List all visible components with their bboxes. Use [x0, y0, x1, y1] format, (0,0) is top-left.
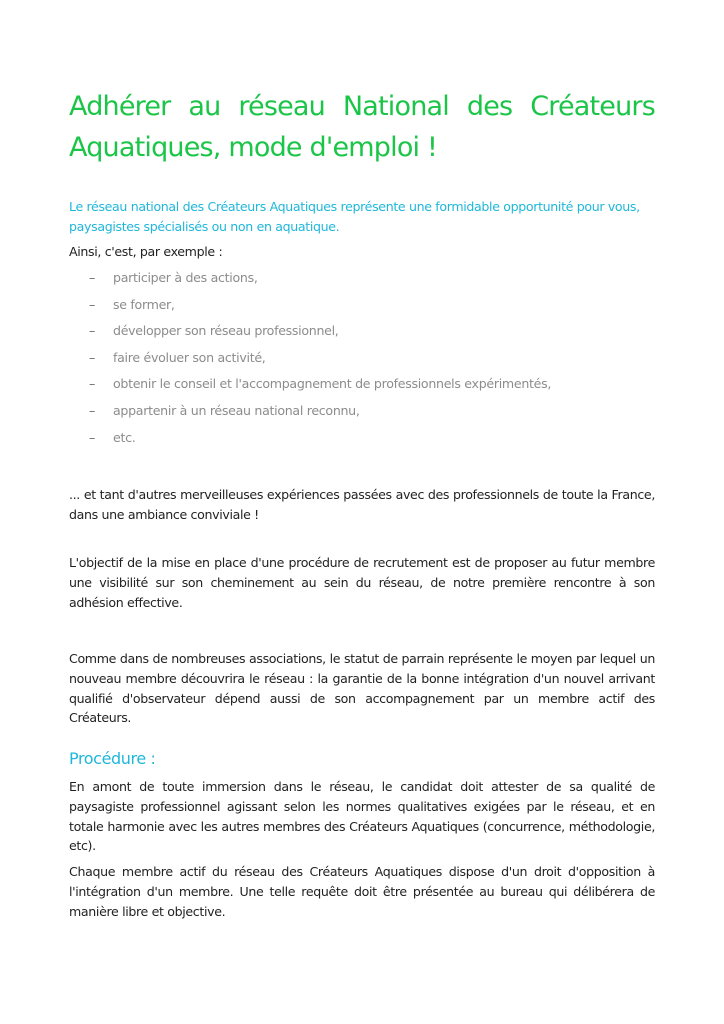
list-item-text: se former, — [113, 296, 175, 312]
list-item — [69, 348, 655, 375]
list-item — [69, 428, 655, 455]
list-item-text: faire évoluer son activité, — [113, 349, 266, 365]
list-item — [69, 295, 655, 322]
paragraph-sponsor: Comme dans de nombreuses associations, le statut de parrain représente le moyen par lequel un nouveau membre découvrira le réseau : la garantie de la bonne intégration d'un nouvel arrivant qualifié d'observateur dépend aussi de son accompagnement par un membre actif des Créateurs. — [69, 651, 655, 726]
procedure-heading: Procédure : — [69, 749, 156, 768]
list-dash: – — [89, 323, 95, 339]
list-item-text: appartenir à un réseau national reconnu, — [113, 402, 360, 418]
list-item — [69, 401, 655, 428]
list-item — [69, 374, 655, 401]
page-title: Adhérer au réseau National des Créateurs Aquatiques, mode d'emploi ! — [69, 91, 655, 163]
list-dash: – — [89, 429, 95, 445]
list-intro: Ainsi, c'est, par exemple : — [69, 244, 223, 259]
list-dash: – — [89, 402, 95, 418]
list-item — [69, 321, 655, 348]
paragraph-prerequisite: En amont de toute immersion dans le réseau, le candidat doit attester de sa qualité de paysagiste professionnel agissant selon les normes qualitatives exigées par le réseau, et en totale harmonie avec les autres membres des Créateurs Aquatiques (concurrence, méthodologie, etc). — [69, 779, 655, 854]
list-item-text: obtenir le conseil et l'accompagnement de professionnels expérimentés, — [113, 376, 552, 392]
paragraph-experiences: ... et tant d'autres merveilleuses expériences passées avec des professionnels de toute la France, dans une ambiance conviviale ! — [69, 487, 655, 522]
benefits-list — [69, 268, 655, 454]
list-item-text: développer son réseau professionnel, — [113, 323, 339, 339]
list-dash: – — [89, 376, 95, 392]
list-dash: – — [89, 270, 95, 285]
list-item-text: participer à des actions, — [113, 270, 258, 285]
list-item-text: etc. — [113, 429, 136, 445]
list-item — [69, 268, 655, 295]
paragraph-objective: L'objectif de la mise en place d'une procédure de recrutement est de proposer au futur membre une visibilité sur son cheminement au sein du réseau, de notre première rencontre à son adhésion effective. — [69, 555, 655, 610]
intro-paragraph: Le réseau national des Créateurs Aquatiques représente une formidable opportunité pour vous, paysagistes spécialisés ou non en aquatique. — [69, 199, 640, 234]
paragraph-opposition-right: Chaque membre actif du réseau des Créateurs Aquatiques dispose d'un droit d'opposition à l'intégration d'un membre. Une telle requête doit être présentée au bureau qui délibérera de manière libre et objective. — [69, 864, 655, 919]
list-dash: – — [89, 296, 95, 312]
list-dash: – — [89, 349, 95, 365]
